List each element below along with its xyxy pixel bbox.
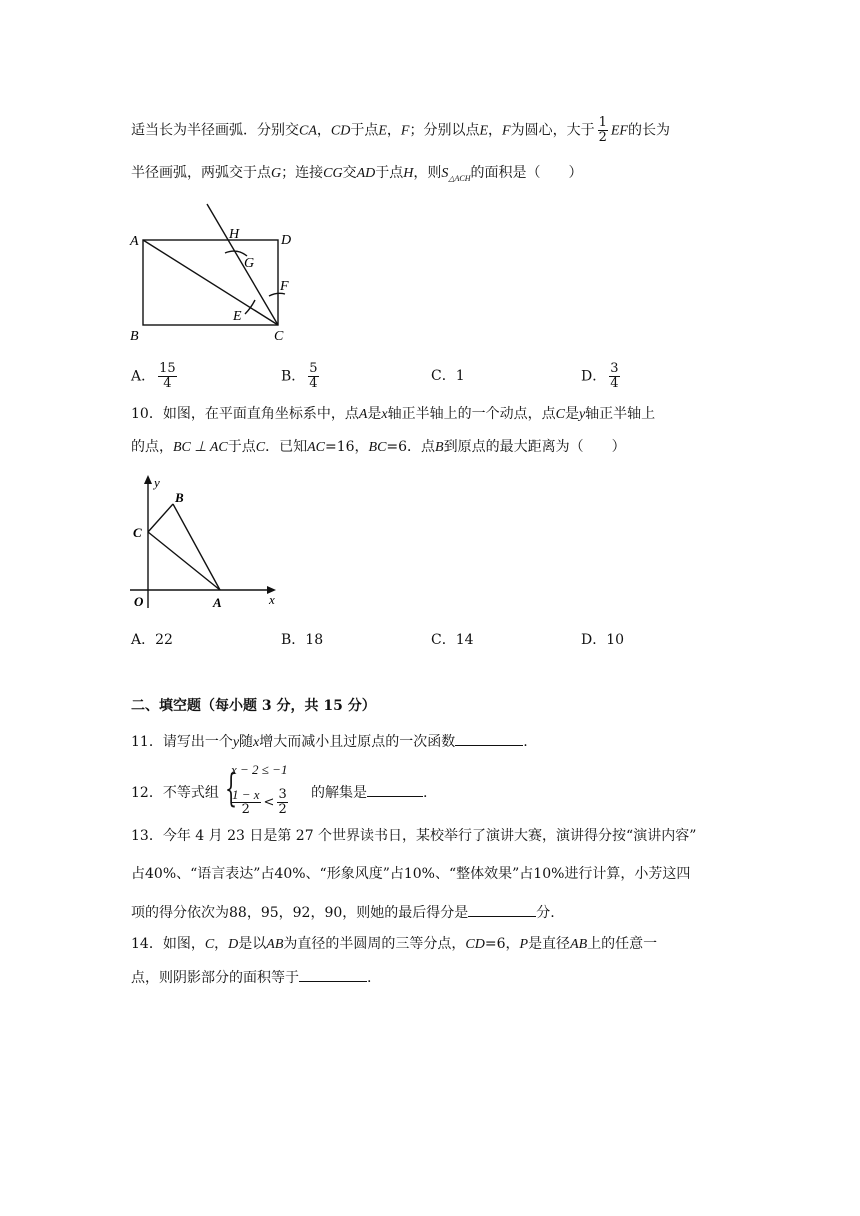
text: . [423, 785, 428, 801]
fraction [598, 116, 608, 145]
text: 12．不等式组 [131, 785, 219, 801]
label-x: x [269, 592, 275, 607]
text: =6 [386, 439, 408, 455]
label-c: C [274, 329, 284, 344]
q10-figure [125, 472, 285, 612]
var: C [255, 440, 266, 455]
label-y: y [154, 475, 160, 490]
option-letter: C． [431, 368, 456, 384]
denominator: 4 [610, 376, 619, 391]
answer-blank[interactable] [299, 967, 367, 982]
text: ．已知 [265, 439, 308, 455]
text: 轴正半轴上 [585, 406, 656, 422]
segment-cb [148, 504, 173, 532]
text: =6， [484, 936, 520, 952]
option-letter: B． [281, 632, 306, 648]
q10-line1 [131, 404, 655, 425]
option-letter: A． [131, 368, 156, 385]
var: EF [610, 123, 628, 139]
text: 的面积是（ ） [470, 165, 583, 181]
text: 为圆心，大于 [510, 122, 595, 139]
text: 点，则阴影部分的面积等于 [131, 970, 299, 986]
var: AB [266, 937, 284, 952]
segment-ba [173, 504, 220, 590]
var: CA [299, 123, 317, 139]
option-letter: B． [281, 368, 306, 385]
fraction [609, 362, 619, 391]
var: B [435, 440, 444, 455]
denominator: 2 [598, 130, 607, 145]
q9-option-c[interactable] [431, 366, 465, 386]
text: 14．如图， [131, 936, 205, 952]
text: ．点 [407, 439, 436, 455]
option-letter: A． [131, 632, 156, 648]
var: AD [356, 166, 376, 181]
denominator: 4 [163, 376, 172, 391]
text: 于点 [350, 122, 379, 139]
text: 是 [564, 406, 579, 422]
numerator: 1 − x [232, 787, 260, 802]
text: 增大而减小且过原点的一次函数 [259, 734, 456, 750]
option-letter: D． [581, 368, 607, 385]
math: BC ⊥ AC [173, 440, 228, 455]
q13-line1: 13．今年 4 月 23 日是第 27 个世界读书日，某校举行了演讲大赛，演讲得分按“演讲内容” [131, 828, 697, 844]
denominator: 2 [241, 802, 250, 817]
text: ， [214, 936, 229, 952]
label-d: D [281, 233, 292, 248]
option-value: 1 [455, 368, 465, 384]
var: C [204, 937, 215, 952]
text: 到原点的最大距离为（ ） [443, 439, 626, 455]
var: x [253, 735, 260, 750]
var: y [578, 407, 586, 422]
var: y [232, 735, 240, 750]
var: C [555, 407, 565, 422]
label-a: A [130, 234, 139, 249]
option-letter: C． [431, 632, 456, 648]
var: AC [307, 440, 325, 455]
text: ，则 [413, 165, 442, 181]
label-g: G [244, 256, 255, 271]
fraction [308, 362, 318, 391]
var: S [441, 166, 449, 181]
q13-line2: 占40%、“语言表达”占40%、“形象风度”占10%、“整体效果”占10%进行计算，小芳这四 [131, 866, 691, 882]
q10-option-a[interactable] [131, 630, 173, 650]
label-c: C [133, 525, 142, 540]
q10-option-b[interactable] [281, 630, 323, 650]
label-e: E [233, 309, 242, 324]
var: CD [465, 937, 485, 952]
text: 的解集是 [311, 785, 367, 801]
denominator: 4 [309, 376, 318, 391]
text: ；分别以点 [409, 122, 480, 139]
fraction [277, 788, 287, 817]
segment-ca [148, 532, 220, 590]
option-value: 18 [305, 632, 324, 648]
q9-line2 [131, 163, 583, 189]
subscript: △ACH [448, 173, 471, 183]
ray-cg [207, 204, 278, 325]
text: 的点， [131, 439, 173, 455]
text: ， [354, 439, 369, 455]
q9-option-d[interactable] [581, 362, 623, 391]
text: 上的任意一 [587, 936, 658, 952]
fraction [231, 788, 261, 817]
text: ；连接 [281, 165, 324, 181]
arc-e [245, 300, 255, 314]
text: 适当长为半径画弧．分别交 [131, 122, 299, 139]
label-b: B [130, 329, 139, 344]
text: 是直径 [528, 936, 571, 952]
q10-option-c[interactable] [431, 630, 474, 650]
var: E [378, 123, 387, 139]
var: D [228, 937, 239, 952]
text: 项的得分依次为88，95，92，90，则她的最后得分是 [131, 905, 469, 921]
q14-line1 [131, 934, 657, 955]
text: 为直径的半圆周的三等分点， [283, 936, 466, 952]
label-b: B [175, 490, 184, 505]
text: 交 [342, 165, 357, 181]
var: CG [323, 166, 343, 181]
answer-blank[interactable] [367, 782, 423, 797]
var: AB [570, 937, 588, 952]
text: 于点 [227, 439, 256, 455]
q12-tail [311, 782, 427, 802]
text: 随 [239, 734, 254, 750]
text: ， [488, 122, 503, 139]
y-axis-arrow [144, 475, 152, 484]
numerator: 1 [598, 115, 607, 130]
option-letter: D． [581, 632, 607, 648]
label-a: A [213, 595, 222, 610]
inequality-2 [231, 788, 291, 817]
numerator: 15 [159, 361, 176, 376]
var: G [271, 166, 282, 181]
text: 11．请写出一个 [131, 734, 233, 750]
text: 是以 [238, 936, 267, 952]
var: BC [368, 440, 387, 455]
section-heading: 二、填空题（每小题 3 分，共 15 分） [131, 698, 376, 714]
label-f: F [280, 279, 289, 294]
q9-line1 [131, 116, 670, 145]
option-value: 10 [606, 632, 625, 648]
less-than: < [263, 795, 275, 810]
numerator: 3 [278, 787, 287, 802]
label-h: H [229, 227, 240, 242]
text: 半径画弧，两弧交于点 [131, 165, 271, 181]
answer-blank[interactable] [468, 902, 536, 917]
text: 是 [367, 406, 382, 422]
var: F [400, 123, 410, 139]
text: 于点 [375, 165, 404, 181]
text: =16 [324, 439, 355, 455]
var: H [403, 166, 414, 181]
text: ， [316, 122, 331, 139]
q9-figure [125, 200, 315, 345]
text: ， [386, 122, 401, 139]
q11 [131, 731, 528, 753]
text: 分. [536, 905, 555, 921]
q9-option-b[interactable] [281, 362, 322, 391]
q10-option-d[interactable] [581, 630, 624, 650]
numerator: 3 [610, 361, 619, 376]
numerator: 5 [309, 361, 318, 376]
diagonal-ac [143, 240, 278, 325]
var: P [519, 937, 529, 952]
q9-option-a[interactable] [131, 362, 180, 391]
inequality-1: x − 2 ≤ −1 [231, 762, 288, 777]
text: 10．如图，在平面直角坐标系中，点 [131, 406, 359, 422]
var: E [479, 123, 489, 139]
q14-line2 [131, 967, 371, 988]
denominator: 2 [278, 802, 287, 817]
label-o: O [134, 594, 144, 609]
q13-line3 [131, 902, 555, 923]
text: 轴正半轴上的一个动点，点 [387, 406, 556, 422]
var: CD [330, 123, 351, 139]
answer-blank[interactable] [455, 731, 523, 746]
text: . [523, 734, 528, 750]
text: . [367, 970, 372, 986]
var: x [381, 407, 388, 422]
brace-icon: { [225, 766, 238, 810]
var: F [502, 123, 511, 139]
var: A [358, 407, 368, 422]
text: 的长为 [627, 122, 670, 139]
option-value: 22 [155, 632, 173, 648]
fraction [158, 362, 177, 391]
q10-line2 [131, 437, 626, 458]
option-value: 14 [455, 632, 474, 648]
